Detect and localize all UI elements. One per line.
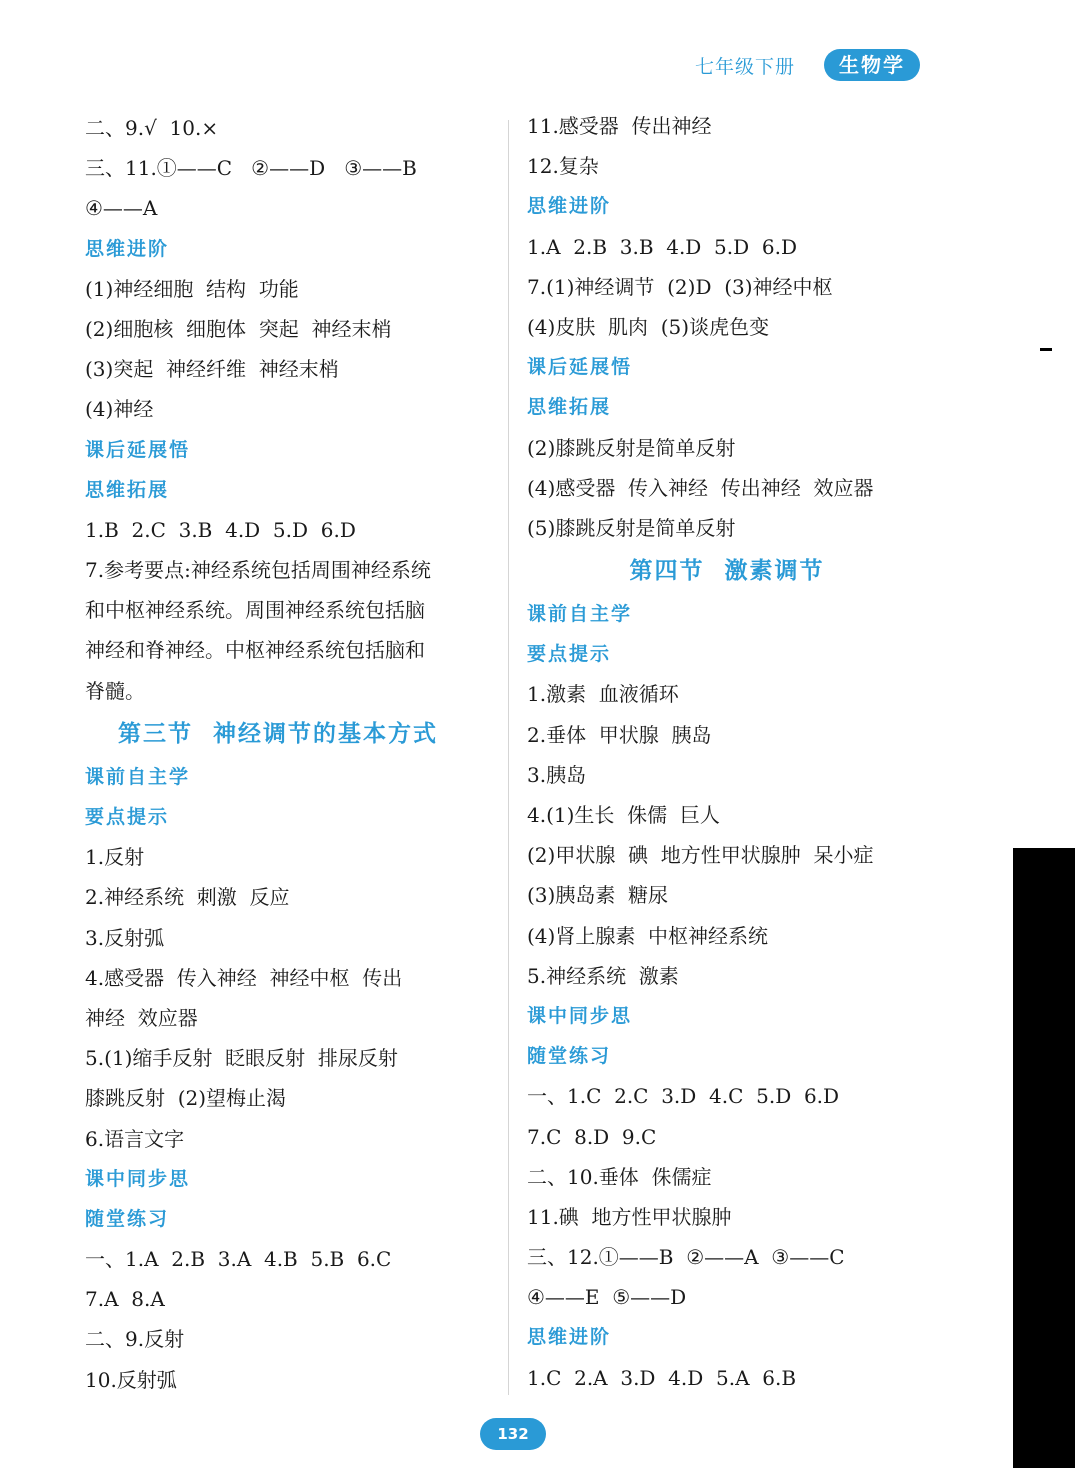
scan-mark bbox=[1040, 348, 1052, 351]
answer-line: (3)突起 神经纤维 神经末梢 bbox=[85, 357, 339, 382]
answer-line: 6.语言文字 bbox=[85, 1126, 185, 1151]
subsection-heading: 要点提示 bbox=[527, 643, 612, 666]
answer-line: (3)胰岛素 糖尿 bbox=[527, 883, 669, 908]
answer-line: (2)膝跳反射是简单反射 bbox=[527, 435, 736, 460]
answer-line: 膝跳反射 (2)望梅止渴 bbox=[85, 1086, 287, 1111]
scan-edge-shadow bbox=[1013, 848, 1075, 1468]
subsection-heading: 思维进阶 bbox=[85, 237, 170, 260]
answer-line: 1.B 2.C 3.B 4.D 5.D 6.D bbox=[85, 517, 356, 542]
answer-line: 二、10.垂体 侏儒症 bbox=[527, 1164, 712, 1189]
answer-line: 5.神经系统 激素 bbox=[527, 963, 679, 988]
answer-line: (2)甲状腺 碘 地方性甲状腺肿 呆小症 bbox=[527, 843, 874, 868]
subsection-heading: 随堂练习 bbox=[527, 1045, 612, 1068]
subsection-heading: 要点提示 bbox=[85, 806, 170, 828]
answer-line: (4)肾上腺素 中枢神经系统 bbox=[527, 923, 769, 948]
answer-line: 一、1.C 2.C 3.D 4.C 5.D 6.D bbox=[527, 1084, 840, 1109]
answer-line: 1.C 2.A 3.D 4.D 5.A 6.B bbox=[527, 1365, 797, 1390]
answer-line: 三、12.①——B ②——A ③——C bbox=[527, 1245, 845, 1270]
subsection-heading: 思维进阶 bbox=[527, 195, 612, 218]
answer-line: 三、11.①——C ②——D ③——B bbox=[85, 156, 417, 181]
answer-line: 1.反射 bbox=[85, 845, 145, 870]
subsection-heading: 思维拓展 bbox=[527, 396, 612, 419]
answer-line: (4)神经 bbox=[85, 397, 154, 422]
subsection-heading: 随堂练习 bbox=[85, 1207, 170, 1230]
right-column bbox=[527, 106, 937, 1398]
answer-line: (2)细胞核 细胞体 突起 神经末梢 bbox=[85, 316, 392, 341]
subsection-heading: 课前自主学 bbox=[527, 603, 633, 626]
answer-line: 脊髓。 bbox=[85, 678, 145, 703]
answer-line: 12.复杂 bbox=[527, 154, 599, 179]
subsection-heading: 课中同步思 bbox=[85, 1167, 191, 1190]
answer-line: 5.(1)缩手反射 眨眼反射 排尿反射 bbox=[85, 1046, 398, 1071]
answer-line: 二、9.√ 10.× bbox=[85, 116, 219, 140]
subsection-heading: 课前自主学 bbox=[85, 765, 191, 788]
answer-line: 神经和脊神经。中枢神经系统包括脑和 bbox=[85, 638, 425, 663]
answer-line: 2.神经系统 刺激 反应 bbox=[85, 885, 290, 910]
answer-line: 10.反射弧 bbox=[85, 1367, 177, 1392]
answer-line: 和中枢神经系统。周围神经系统包括脑 bbox=[85, 598, 425, 623]
subsection-heading: 课后延展悟 bbox=[85, 438, 191, 461]
answer-line: (4)感受器 传入神经 传出神经 效应器 bbox=[527, 475, 874, 500]
answer-line: 4.感受器 传入神经 神经中枢 传出 bbox=[85, 965, 403, 990]
section-title: 第三节 神经调节的基本方式 bbox=[118, 720, 439, 747]
answer-line: 11.感受器 传出神经 bbox=[527, 114, 712, 138]
answer-line: 2.垂体 甲状腺 胰岛 bbox=[527, 722, 712, 747]
answer-line: 1.激素 血液循环 bbox=[527, 682, 679, 707]
page-number: 132 bbox=[480, 1418, 546, 1450]
answer-line: (5)膝跳反射是简单反射 bbox=[527, 515, 736, 540]
answer-line: 3.反射弧 bbox=[85, 925, 165, 950]
header-subject-badge: 生物学 bbox=[824, 49, 920, 81]
answer-line: 一、1.A 2.B 3.A 4.B 5.B 6.C bbox=[85, 1247, 392, 1272]
answer-line: 神经 效应器 bbox=[85, 1005, 198, 1030]
answer-line: ④——A bbox=[85, 196, 158, 221]
answer-line: 3.胰岛 bbox=[527, 762, 587, 787]
section-title: 第四节 激素调节 bbox=[629, 558, 825, 585]
answer-line: 4.(1)生长 侏儒 巨人 bbox=[527, 803, 720, 827]
answer-line: (4)皮肤 肌肉 (5)谈虎色变 bbox=[527, 314, 770, 339]
answer-line: 7.(1)神经调节 (2)D (3)神经中枢 bbox=[527, 274, 833, 299]
subsection-heading: 课后延展悟 bbox=[527, 356, 633, 379]
answer-line: 11.碘 地方性甲状腺肿 bbox=[527, 1204, 732, 1229]
answer-line: ④——E ⑤——D bbox=[527, 1285, 687, 1310]
header-grade: 七年级下册 bbox=[695, 56, 796, 78]
answer-line: 1.A 2.B 3.B 4.D 5.D 6.D bbox=[527, 234, 798, 259]
answer-line: 7.参考要点:神经系统包括周围神经系统 bbox=[85, 558, 431, 583]
left-column bbox=[85, 108, 495, 1400]
subsection-heading: 思维拓展 bbox=[85, 478, 170, 501]
answer-line: 二、9.反射 bbox=[85, 1327, 185, 1352]
answer-line: 7.A 8.A bbox=[85, 1287, 165, 1312]
subsection-heading: 思维进阶 bbox=[527, 1326, 612, 1349]
subsection-heading: 课中同步思 bbox=[527, 1004, 633, 1027]
column-divider bbox=[508, 120, 509, 1395]
answer-line: 7.C 8.D 9.C bbox=[527, 1124, 657, 1149]
answer-line: (1)神经细胞 结构 功能 bbox=[85, 276, 299, 301]
